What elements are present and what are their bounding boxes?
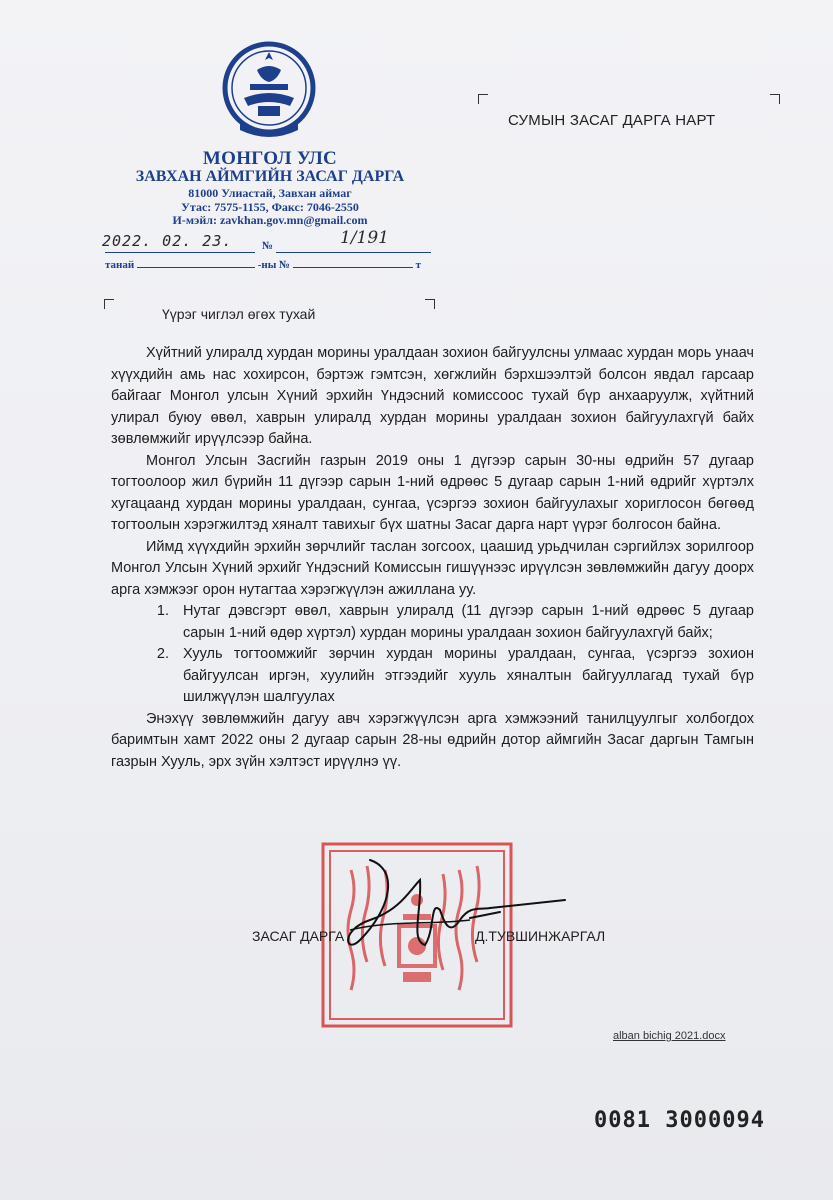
yours-date-line [137, 267, 255, 268]
letterhead-phone: Утас: 7575-1155, Факс: 7046-2550 [181, 200, 359, 214]
letterhead-organization: ЗАВХАН АЙМГИЙН ЗАСАГ ДАРГА [135, 168, 405, 185]
yours-number-line [293, 267, 413, 268]
recipient-corner-right [770, 94, 780, 104]
state-emblem-icon [222, 40, 316, 146]
serial-number: 0081 3000094 [594, 1108, 765, 1133]
instruction-item-2: 2. Хууль тогтоомжийг зөрчин хурдан морины уралдаан, сунгаа, үсэргээ зохион байгуулсан иргэн, хуулийн этгээдийг хууль хяналтын байгууллагад тухай бүр шилжүүлэн шалгуулах [173, 644, 754, 709]
date-line [105, 252, 255, 253]
reference-suffix: т [415, 259, 422, 271]
instruction-list [111, 601, 754, 709]
number-label: № [262, 240, 274, 252]
letterhead-country: МОНГОЛ УЛС [202, 148, 338, 169]
yours-number-label: -ны № [257, 259, 291, 271]
body-paragraph-2: Монгол Улсын Засгийн газрын 2019 оны 1 дүгээр сарын 30-ны өдрийн 57 дугаар тогтоолоор жил бүрийн 11 дүгээр сарын 1-ний өдрөөс 5 дугаар сарын 1-ний өдрийг хүртэлх хугацаанд хурдан морины уралдаан, сунгаа, үсэргээ зохион байгуулахыг хориглосон бөгөөд тогтоолын хэрэгжилтэд хяналт тавихыг бүх шатны Засаг дарга нарт үүрэг болгосон байна. [111, 452, 754, 533]
body-paragraph-1: Хүйтний улиралд хурдан морины уралдаан зохион байгуулсны улмаас хурдан морь унаач хүүхдийн амь нас хохирсон, бэртэж гэмтсэн, хөгжлийн бэрхшээлтэй болсон явдал гарсаар байгааг Монгол улсын Хүний эрхийн Үндэсний комиссоос тухай бүр анхааруулж, хүйтний улирал буюу өвөл, хаврын улиралд хурдан морины уралдаан зохион байгуулахгүй байх зөвлөмжийг ирүүлсээр байна. [111, 345, 754, 447]
handwritten-number: 1/191 [340, 228, 389, 248]
letterhead-address: 81000 Улиастай, Завхан аймаг [188, 186, 352, 200]
recipient-corner-left [478, 94, 488, 104]
instruction-item-1: 1. Нутаг дэвсгэрт өвөл, хаврын улиралд (11 дүгээр сарын 1-ний өдрөөс 5 дугаар сарын 1-ний өдөр хүртэл) хурдан морины уралдаан зохион байгуулахгүй байх; [173, 601, 754, 644]
number-line [276, 252, 431, 253]
subject-corner-left [104, 299, 114, 309]
handwritten-date: 2022. 02. 23. [102, 232, 233, 250]
letter-body [111, 343, 754, 773]
signer-name: Д.ТУВШИНЖАРГАЛ [475, 928, 606, 944]
body-paragraph-3: Иймд хүүхдийн эрхийн зөрчлийг таслан зогсоох, цаашид урьдчилан сэргийлэх зорилгоор Монгол Улсын Хүний эрхийг Үндэсний Комиссын гишүүнээс ирүүлсэн зөвлөмжийн дагуу доорх арга хэмжээг орон нутагтаа хэрэгжүүлэн ажиллана уу. [111, 538, 754, 598]
reference-row [105, 259, 421, 271]
letterhead-email: И-мэйл: zavkhan.gov.mn@gmail.com [172, 213, 368, 227]
signer-title: ЗАСАГ ДАРГА [252, 928, 345, 944]
subject-corner-right [425, 299, 435, 309]
source-filename: alban bichig 2021.docx [613, 1030, 726, 1042]
body-paragraph-4: Энэхүү зөвлөмжийн дагуу авч хэрэгжүүлсэн арга хэмжээний танилцуулгыг холбогдох баримтын хамт 2022 оны 2 дугаар сарын 28-ны өдрийн дотор аймгийн Засаг даргын Тамгын газрын Хууль, эрх зүйн хэлтэст ирүүлнэ үү. [111, 710, 754, 770]
yours-label: танай [105, 259, 135, 271]
subject: Үүрэг чиглэл өгөх тухай [162, 306, 316, 322]
recipient: СУМЫН ЗАСАГ ДАРГА НАРТ [508, 112, 716, 129]
